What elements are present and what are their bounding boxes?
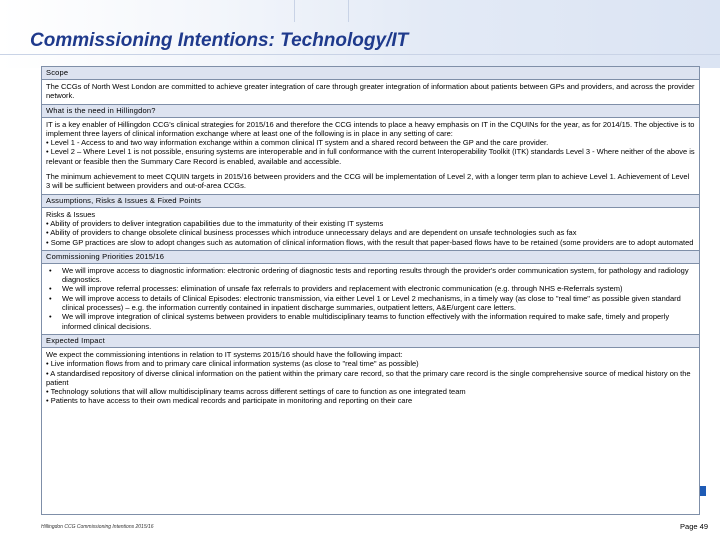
need-heading: What is the need in Hillingdon? [42, 104, 699, 118]
risks-subheading: Risks & Issues [46, 209, 96, 219]
impact-item: • Live information flows from and to primary care clinical information systems (as close to "real time" as possible) [46, 359, 419, 369]
risk-item: • Ability of providers to change obsolete clinical business processes which introduce unnecessary delays and are dependent on unsafe technologies such as fax [46, 228, 577, 238]
scope-text: The CCGs of North West London are committed to achieve greater integration of care through greater integration of information about patients between GPs and providers, and across the provider network. [46, 82, 695, 101]
scope-body [42, 80, 699, 104]
header-divider [294, 0, 295, 22]
risk-item: • Ability of providers to deliver integration capabilities due to the immaturity of their existing IT systems [46, 218, 384, 228]
priorities-list [46, 266, 695, 331]
priority-item: • We will improve referral processes: elimination of unsafe fax referrals to providers and replacement with electronic communication (e.g. through NHS e-Referrals system) [58, 284, 695, 293]
priority-item: • We will improve access to details of Clinical Episodes: electronic transmission, via either Level 1 or Level 2 mechanisms, in a timely way (as close to "real time" as possible given standard clinical processes) – e.g. the information currently contained in inpatient discharge summaries, outpatient letters, A&E/urgent care letters. [58, 294, 695, 313]
impact-heading: Expected Impact [42, 334, 699, 348]
need-level-1: • Level 1 - Access to and two way information exchange within a common clinical IT system and a shared record between the GP and the care provider. [46, 138, 549, 148]
page-number: Page 49 [680, 522, 708, 531]
assumptions-heading: Assumptions, Risks & Issues & Fixed Points [42, 194, 699, 208]
priorities-heading: Commissioning Priorities 2015/16 [42, 250, 699, 264]
intentions-table [41, 66, 700, 515]
need-level-2-3: • Level 2 – Where Level 1 is not possible, ensuring systems are interoperable and in full conformance with the current Interoperability Toolkit (ITK) standards Level 3 - Where neither of the above is relevant or feasible then the Summary Care Record is enabled, available and accessible. [46, 147, 695, 166]
priority-item: • We will improve integration of clinical systems between providers to enable multidisciplinary teams to function effectively with the information required to make safe, timely and properly informed clinical decisions. [58, 312, 695, 331]
impact-intro: We expect the commissioning intentions in relation to IT systems 2015/16 should have the following impact: [46, 349, 403, 359]
impact-item: • Technology solutions that will allow multidisciplinary teams across different settings of care to function as one integrated team [46, 387, 466, 397]
impact-body [42, 348, 699, 409]
header-rule [0, 54, 720, 55]
impact-item: • Patients to have access to their own medical records and participate in monitoring and reporting on their care [46, 396, 413, 406]
priorities-body [42, 264, 699, 334]
header-divider [348, 0, 349, 22]
impact-item: • A standardised repository of diverse clinical information on the patient within the primary care record, so that the primary care record is the single comprehensive source of medical history on the patient [46, 368, 691, 387]
risk-item: • Some GP practices are slow to adopt changes such as automation of clinical information flows, with the result that paper-based flows have to be retained (some providers are to adopt automated [46, 237, 694, 247]
priority-item: • We will improve access to diagnostic information: electronic ordering of diagnostic tests and reporting results through the provider's order communication system, for pathology and radiology diagnostics. [58, 266, 695, 285]
need-body [42, 118, 699, 194]
footer-document-name: Hillingdon CCG Commissioning Intentions 2015/16 [41, 524, 154, 530]
assumptions-body [42, 208, 699, 250]
need-minimum-achievement: The minimum achievement to meet CQUIN targets in 2015/16 between providers and the CCG will be implementation of Level 2, with a longer term plan to achieve Level 1. Achievement of Level 3 will be sufficient between providers and out-of-area CCGs. [46, 172, 690, 191]
scope-heading: Scope [42, 67, 699, 80]
need-paragraph: IT is a key enabler of Hillingdon CCG's clinical strategies for 2015/16 and therefore the CCG intends to place a heavy emphasis on IT in the CQUINs for the year, as for 2014/15. The objective is to implement three layers of clinical information exchange where at least one of the following is in place in any setting of care: [46, 119, 695, 138]
page-title: Commissioning Intentions: Technology/IT [30, 30, 409, 51]
nhs-logo-fragment [700, 486, 706, 496]
